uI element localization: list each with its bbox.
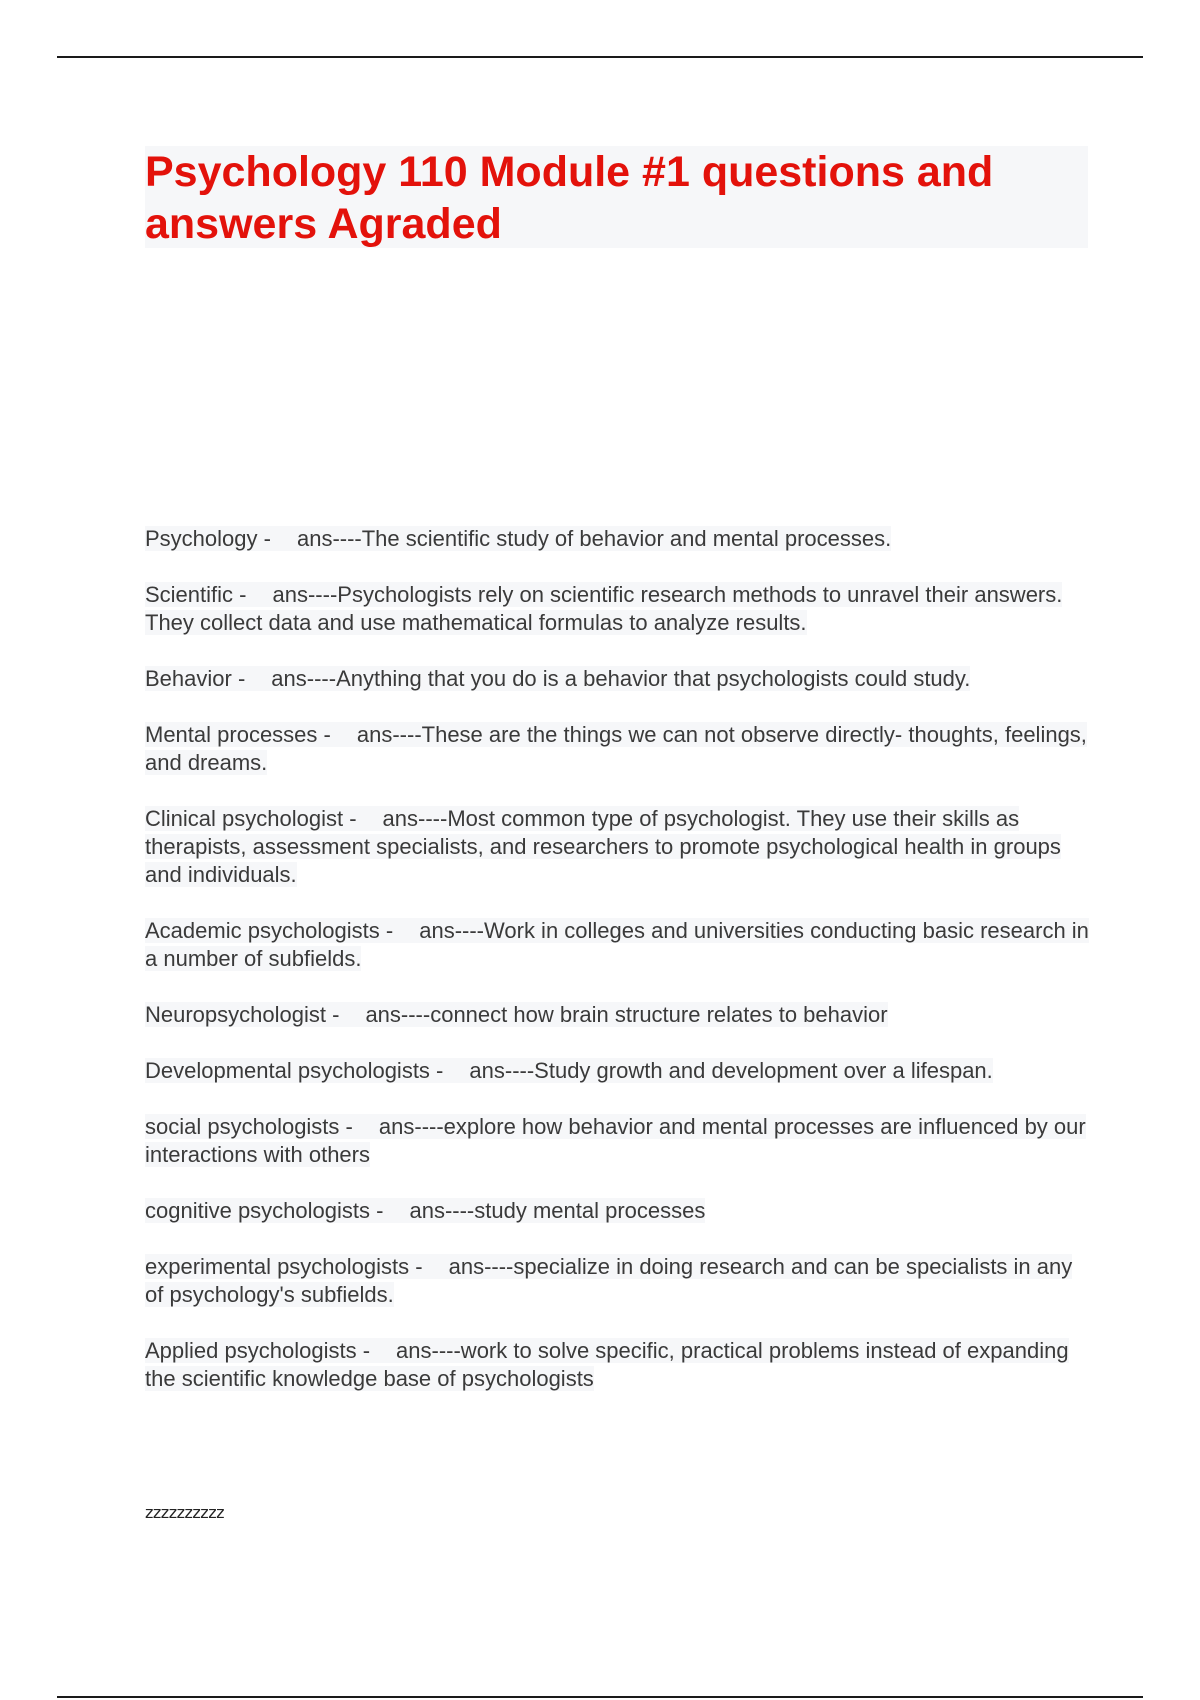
- entry-term: cognitive psychologists: [145, 1198, 371, 1223]
- entry-answer: ans----Most common type of psychologist. They use their skills as therapists, assessment specialists, and researchers to promote psychological health in groups and individuals.: [145, 806, 1061, 887]
- qa-entry: [145, 665, 1090, 693]
- entry-term: Academic psychologists: [145, 918, 380, 943]
- entry-answer: ans----study mental processes: [409, 1198, 706, 1223]
- entry-answer: ans----Anything that you do is a behavior that psychologists could study.: [271, 666, 971, 691]
- qa-entry: [145, 1253, 1090, 1309]
- entry-term: Applied psychologists: [145, 1338, 357, 1363]
- entry-term: social psychologists: [145, 1114, 340, 1139]
- qa-entry: [145, 1057, 1090, 1085]
- entry-answer: ans----Psychologists rely on scientific research methods to unravel their answers. They collect data and use mathematical formulas to analyze results.: [145, 582, 1063, 635]
- entry-separator: -: [379, 918, 394, 943]
- entry-separator: -: [317, 722, 331, 747]
- entry-separator: -: [343, 806, 357, 831]
- qa-entry: [145, 525, 1090, 553]
- entry-separator: -: [356, 1338, 371, 1363]
- entry-answer: ans----explore how behavior and mental processes are influenced by our interactions with others: [145, 1114, 1086, 1167]
- entry-separator: -: [231, 666, 246, 691]
- entry-answer: ans----Work in colleges and universities conducting basic research in a number of subfields.: [145, 918, 1089, 971]
- bottom-rule: [57, 1696, 1143, 1698]
- qa-entry: [145, 917, 1090, 973]
- entry-term: Clinical psychologist: [145, 806, 344, 831]
- entry-answer: ans----These are the things we can not observe directly- thoughts, feelings, and dreams.: [145, 722, 1087, 775]
- entry-term: experimental psychologists: [145, 1254, 410, 1279]
- entry-answer: ans----The scientific study of behavior and mental processes.: [296, 526, 892, 551]
- entry-separator: -: [370, 1198, 384, 1223]
- entry-term: Neuropsychologist: [145, 1002, 326, 1027]
- qa-entry: [145, 1337, 1090, 1393]
- entry-separator: -: [429, 1058, 444, 1083]
- footer-mark: zzzzzzzzzz: [145, 1503, 224, 1522]
- document-title: Psychology 110 Module #1 questions and answers Agraded: [145, 148, 994, 248]
- qa-list: [145, 525, 1090, 1421]
- qa-entry: [145, 1113, 1090, 1169]
- entry-answer: ans----specialize in doing research and can be specialists in any of psychology's subfields.: [145, 1254, 1073, 1307]
- qa-entry: [145, 1197, 1090, 1225]
- entry-answer: ans----Study growth and development over a lifespan.: [469, 1058, 993, 1083]
- top-rule: [57, 56, 1143, 58]
- entry-separator: -: [233, 582, 247, 607]
- entry-term: Mental processes: [145, 722, 318, 747]
- entry-answer: ans----connect how brain structure relates to behavior: [365, 1002, 888, 1027]
- entry-term: Behavior: [145, 666, 232, 691]
- entry-separator: -: [339, 1114, 353, 1139]
- qa-entry: [145, 721, 1090, 777]
- entry-term: Psychology: [145, 526, 258, 551]
- entry-term: Scientific: [145, 582, 234, 607]
- entry-separator: -: [409, 1254, 423, 1279]
- entry-answer: ans----work to solve specific, practical problems instead of expanding the scientific knowledge base of psychologists: [145, 1338, 1069, 1391]
- entry-separator: -: [325, 1002, 340, 1027]
- qa-entry: [145, 581, 1090, 637]
- qa-entry: [145, 1001, 1090, 1029]
- title-box: [145, 146, 1088, 248]
- qa-entry: [145, 805, 1090, 889]
- entry-separator: -: [257, 526, 271, 551]
- entry-term: Developmental psychologists: [145, 1058, 430, 1083]
